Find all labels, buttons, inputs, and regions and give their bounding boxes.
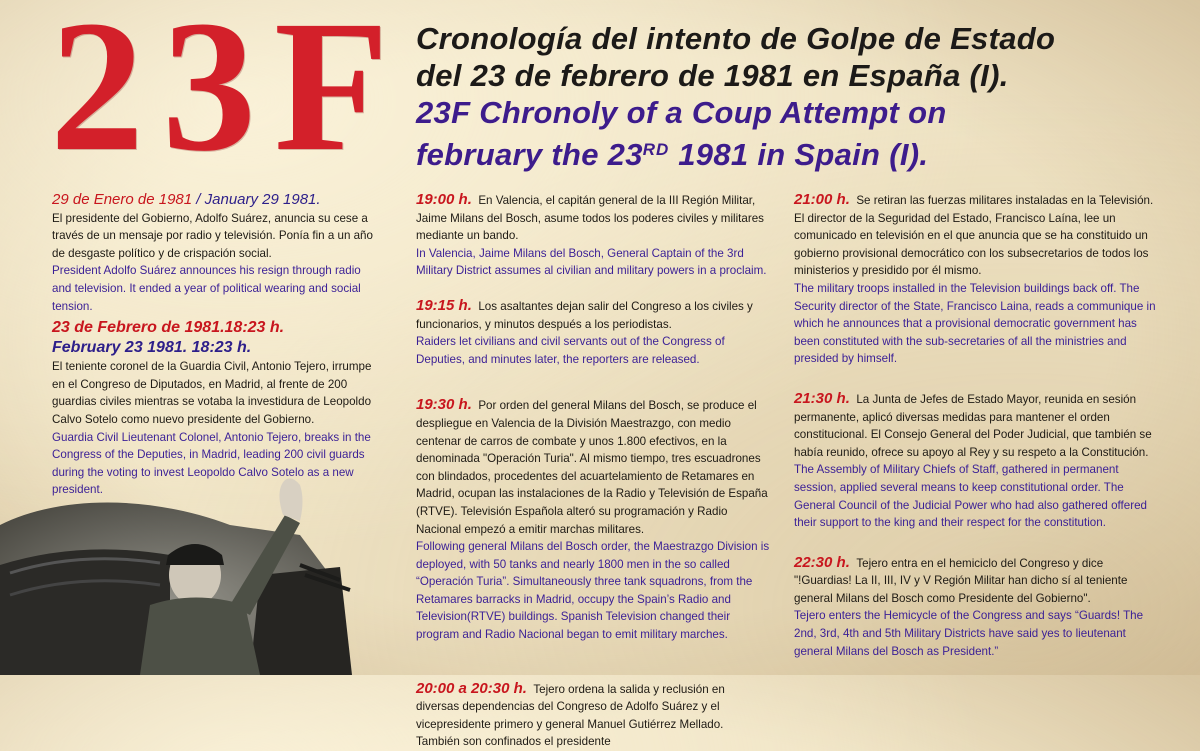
- entry-text-es-body: Los asaltantes dejan salir del Congreso a los civiles y funcionarios, y minutos después a los periodistas.: [416, 299, 753, 331]
- column-left: [52, 191, 374, 499]
- entry-text-en: The military troops installed in the Television buildings back off. The Security director of the State, Francisco Laina, reads a communique in which he announces that a provisional democratic government has been constituted with the sub-secretaries of all the ministries and presided by himself.: [794, 281, 1156, 366]
- title-en-line-1: 23F Chronoly of a Coup Attempt on: [416, 95, 947, 130]
- heading-separator: /: [192, 191, 205, 208]
- entry-text-es: [794, 191, 1156, 280]
- entry-text-es-body: Por orden del general Milans del Bosch, se produce el despliegue en Valencia de la División Maestrazgo, con medio centenar de carros de combate y unos 1.800 efectivos, en la denominada "Operación Turia". Al mismo tiempo, tres escuadrones con blindados, procedentes del acuartelamiento de Retamares en Madrid, ocupan las instalaciones de la Radio y Televisión de España (RTVE). Televisión Española alteró su programación y Radio Nacional empezó a emitir marchas militares.: [416, 399, 768, 536]
- heading-es: 23 de Febrero de 1981.18:23 h.: [52, 319, 285, 337]
- heading-es: 29 de Enero de 1981: [52, 191, 193, 208]
- entry-jan-29: [52, 191, 374, 315]
- heading-en: January 29 1981.: [204, 191, 321, 208]
- entry-text-es: [794, 554, 1156, 608]
- entry-text-es-body: En Valencia, el capitán general de la III Región Militar, Jaime Milans del Bosch, asume todos los poderes civiles y militares mediante un bando.: [416, 194, 764, 243]
- title-es-line-2: del 23 de febrero de 1981 en España (I).: [416, 58, 1009, 93]
- entry-1900: [416, 191, 770, 280]
- big-title-23f: 23F: [50, 0, 407, 190]
- column-right: [794, 191, 1156, 660]
- title-en-line-2-b: 1981 in Spain (I).: [669, 137, 929, 172]
- title-en-line-2: [416, 131, 1196, 173]
- historical-photo: [0, 455, 385, 675]
- entry-text-en: Raiders let civilians and civil servants out of the Congress of Deputies, and minutes later, the reporters are released.: [416, 335, 725, 366]
- entry-time: 19:15 h.: [416, 296, 472, 314]
- photo-illustration: [0, 455, 385, 675]
- entry-time: 22:30 h.: [794, 553, 850, 571]
- heading-en: February 23 1981. 18:23 h.: [52, 339, 252, 357]
- column-middle: [416, 191, 770, 751]
- entry-time: 19:00 h.: [416, 191, 472, 208]
- entry-2130: [794, 390, 1156, 532]
- entry-text-es: [794, 390, 1156, 461]
- entry-1930: [416, 396, 770, 643]
- entry-text-es-body: La Junta de Jefes de Estado Mayor, reunida en sesión permanente, aplicó diversas medidas para mantener el orden constitucional. El Consejo General del Poder Judicial, que también se había reunido, ofrece su apoyo al Rey y su respeto a la Constitución.: [794, 392, 1152, 459]
- title-en-superscript: RD: [642, 140, 670, 159]
- entry-text-es: [416, 297, 770, 333]
- entry-2230: [794, 554, 1156, 661]
- entry-text-en: Following general Milans del Bosch order, the Maestrazgo Division is deployed, with 50 tanks and nearly 1800 men in the so called “Operación Turia”. Simultaneously three tank squadrons, from the Retamares barracks in Madrid, occupy the Spain’s Radio and Television(RTVE) buildings. Spanish Television changed their program and Radio Nacional began to emit military marches.: [416, 540, 770, 642]
- entry-time: 21:00 h.: [794, 191, 850, 208]
- entry-text-en: The Assembly of Military Chiefs of Staff, gathered in permanent session, applied several means to keep constitutional order. The General Council of the Judicial Power who had also gathered offered their support to the king and their respect for the constitution.: [794, 463, 1147, 530]
- entry-1915: [416, 297, 770, 368]
- entry-text-es-body: Tejero ordena la salida y reclusión en diversas dependencias del Congreso de Adolfo Suárez y el vicepresidente primero y general Manuel Gutiérrez Mellado. También son confinados el presidente: [416, 682, 725, 749]
- entry-text-es-body: Se retiran las fuerzas militares instaladas en la Televisión. El director de la Seguridad del Estado, Francisco Laína, lee un comunicado en televisión en el que anuncia que se ha constituido un gobierno provisional democrático con los subsecretarios de todos los ministerios y presidido por él mismo.: [794, 194, 1154, 278]
- header-titles: [416, 20, 1196, 173]
- entry-heading: [52, 191, 374, 210]
- entry-text-en: In Valencia, Jaime Milans del Bosch, General Captain of the 3rd Military District assumes al civilian and military powers in a proclaim.: [416, 246, 767, 278]
- entry-text-es: [416, 680, 770, 751]
- entry-text-es: [416, 191, 770, 245]
- entry-text-en: Tejero enters the Hemicycle of the Congress and says “Guards! The 2nd, 3rd, 4th and 5th Military Districts have said yes to lieutenant general Milans del Bosch as President.”: [794, 609, 1144, 658]
- entry-2000: [416, 680, 770, 751]
- entry-text-es: El teniente coronel de la Guardia Civil, Antonio Tejero, irrumpe en el Congreso de Diputados, en Madrid, al frente de 200 guardias civiles mientras se votaba la investidura de Leopoldo Calvo Sotelo como nuevo presidente del Gobierno.: [52, 360, 372, 426]
- entry-2100: [794, 191, 1156, 368]
- entry-text-en: President Adolfo Suárez announces his resign through radio and television. It ended a year of political wearing and social tension.: [52, 264, 361, 313]
- entry-text-es-body: Tejero entra en el hemiciclo del Congreso y dice "!Guardias! La II, III, IV y V Región Militar han dicho sí al teniente general Milans del Bosch como Presidente del Gobierno".: [794, 556, 1128, 605]
- entry-time: 20:00 a 20:30 h.: [416, 679, 527, 697]
- entry-text-en: Guardia Civil Lieutenant Colonel, Antonio Tejero, breaks in the Congress of the Deputies, in Madrid, leading 200 civil guards during the voting to invest Leopoldo Calvo Sotelo as a new president.: [52, 430, 371, 497]
- entry-text-es: [416, 396, 770, 538]
- title-es-line-1: Cronología del intento de Golpe de Estado: [416, 21, 1056, 56]
- title-en-line-2-a: february the 23: [416, 137, 643, 172]
- entry-time: 19:30 h.: [416, 396, 472, 414]
- entry-time: 21:30 h.: [794, 389, 850, 407]
- entry-text-es: El presidente del Gobierno, Adolfo Suárez, anuncia su cese a través de un mensaje por radio y televisión. Ponía fin a un año de desgaste político y de crispación social.: [52, 211, 373, 260]
